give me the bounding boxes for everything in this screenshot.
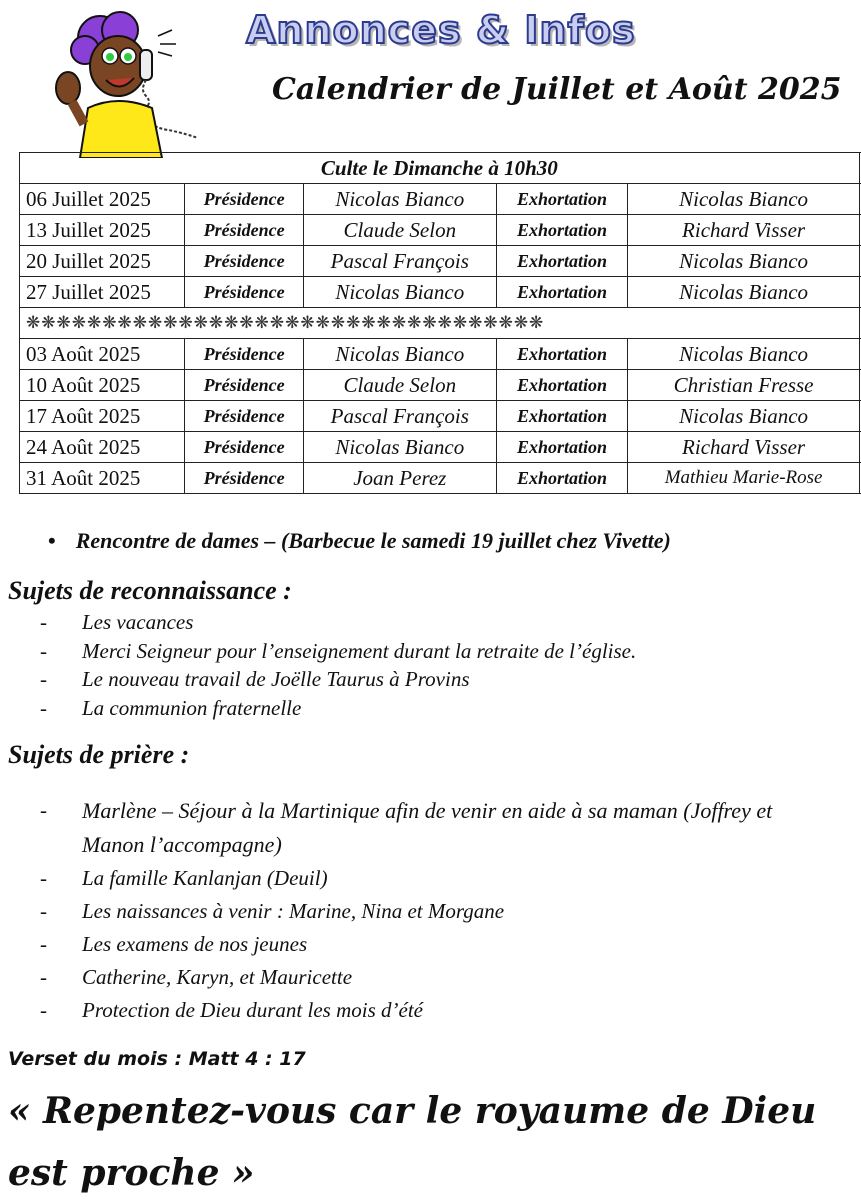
role-label: Présidence <box>185 432 304 463</box>
bullet-icon: • <box>48 528 56 553</box>
list-item: - Protection de Dieu durant les mois d’été <box>40 994 842 1027</box>
role-label: Exhortation <box>496 432 628 463</box>
table-row <box>20 370 861 401</box>
role-label: Exhortation <box>496 401 628 432</box>
exhortation-name: Nicolas Bianco <box>628 277 859 308</box>
role-label: Exhortation <box>496 184 628 215</box>
list-item: - Les examens de nos jeunes <box>40 928 842 961</box>
role-label: Présidence <box>185 184 304 215</box>
date-cell: 20 Juillet 2025 <box>20 246 185 277</box>
exhortation-name: Nicolas Bianco <box>628 184 859 215</box>
presidence-name: Claude Selon <box>303 370 496 401</box>
list-item: - Le nouveau travail de Joëlle Taurus à Provins <box>40 665 842 694</box>
phone-cartoon-illustration <box>40 8 200 158</box>
presidence-name: Nicolas Bianco <box>303 339 496 370</box>
page-title: Annonces & Infos <box>246 8 636 52</box>
verse-reference: Verset du mois : Matt 4 : 17 <box>8 1048 306 1070</box>
list-item: - La famille Kanlanjan (Deuil) <box>40 862 842 895</box>
presidence-name: Nicolas Bianco <box>303 184 496 215</box>
role-label: Présidence <box>185 246 304 277</box>
role-label: Présidence <box>185 370 304 401</box>
role-label: Exhortation <box>496 463 628 494</box>
date-cell: 10 Août 2025 <box>20 370 185 401</box>
reconnaissance-list <box>40 608 842 722</box>
exhortation-name: Nicolas Bianco <box>628 339 859 370</box>
role-label: Exhortation <box>496 215 628 246</box>
priere-list <box>40 794 842 1027</box>
table-row <box>20 463 861 494</box>
exhortation-name: Christian Fresse <box>628 370 859 401</box>
role-label: Exhortation <box>496 370 628 401</box>
presidence-name: Pascal François <box>303 401 496 432</box>
announcement-item <box>48 528 671 554</box>
date-cell: 06 Juillet 2025 <box>20 184 185 215</box>
role-label: Présidence <box>185 339 304 370</box>
exhortation-name: Nicolas Bianco <box>628 246 859 277</box>
announcement-text: Rencontre de dames – (Barbecue le samedi 19 juillet chez Vivette) <box>76 528 671 553</box>
presidence-name: Claude Selon <box>303 215 496 246</box>
table-row <box>20 432 861 463</box>
presidence-name: Pascal François <box>303 246 496 277</box>
exhortation-name: Mathieu Marie-Rose <box>628 463 859 494</box>
role-label: Exhortation <box>496 339 628 370</box>
list-item: - Merci Seigneur pour l’enseignement durant la retraite de l’église. <box>40 637 842 666</box>
page-subtitle: Calendrier de Juillet et Août 2025 <box>272 72 842 107</box>
list-item: - Les vacances <box>40 608 842 637</box>
priere-heading: Sujets de prière : <box>8 740 189 770</box>
reconnaissance-heading: Sujets de reconnaissance : <box>8 576 292 606</box>
verse-quote: « Repentez-vous car le royaume de Dieu est proche » <box>8 1080 848 1204</box>
presidence-name: Nicolas Bianco <box>303 432 496 463</box>
role-label: Exhortation <box>496 246 628 277</box>
presidence-name: Nicolas Bianco <box>303 277 496 308</box>
table-row <box>20 246 861 277</box>
date-cell: 17 Août 2025 <box>20 401 185 432</box>
list-item: - Catherine, Karyn, et Mauricette <box>40 961 842 994</box>
date-cell: 24 Août 2025 <box>20 432 185 463</box>
schedule-table <box>19 152 861 494</box>
date-cell: 13 Juillet 2025 <box>20 215 185 246</box>
date-cell: 27 Juillet 2025 <box>20 277 185 308</box>
schedule-heading: Culte le Dimanche à 10h30 <box>20 153 860 184</box>
role-label: Exhortation <box>496 277 628 308</box>
table-row <box>20 184 861 215</box>
role-label: Présidence <box>185 277 304 308</box>
table-row <box>20 215 861 246</box>
exhortation-name: Richard Visser <box>628 215 859 246</box>
date-cell: 31 Août 2025 <box>20 463 185 494</box>
role-label: Présidence <box>185 463 304 494</box>
presidence-name: Joan Perez <box>303 463 496 494</box>
role-label: Présidence <box>185 401 304 432</box>
list-item: - La communion fraternelle <box>40 694 842 723</box>
table-row <box>20 339 861 370</box>
list-item: - Les naissances à venir : Marine, Nina et Morgane <box>40 895 842 928</box>
role-label: Présidence <box>185 215 304 246</box>
list-item: - Marlène – Séjour à la Martinique afin de venir en aide à sa maman (Joffrey et Manon l’accompagne) <box>40 794 842 862</box>
exhortation-name: Nicolas Bianco <box>628 401 859 432</box>
exhortation-name: Richard Visser <box>628 432 859 463</box>
date-cell: 03 Août 2025 <box>20 339 185 370</box>
table-row <box>20 277 861 308</box>
separator-row: ❋❋❋❋❋❋❋❋❋❋❋❋❋❋❋❋❋❋❋❋❋❋❋❋❋❋❋❋❋❋❋❋❋❋ <box>20 308 860 339</box>
table-row <box>20 401 861 432</box>
